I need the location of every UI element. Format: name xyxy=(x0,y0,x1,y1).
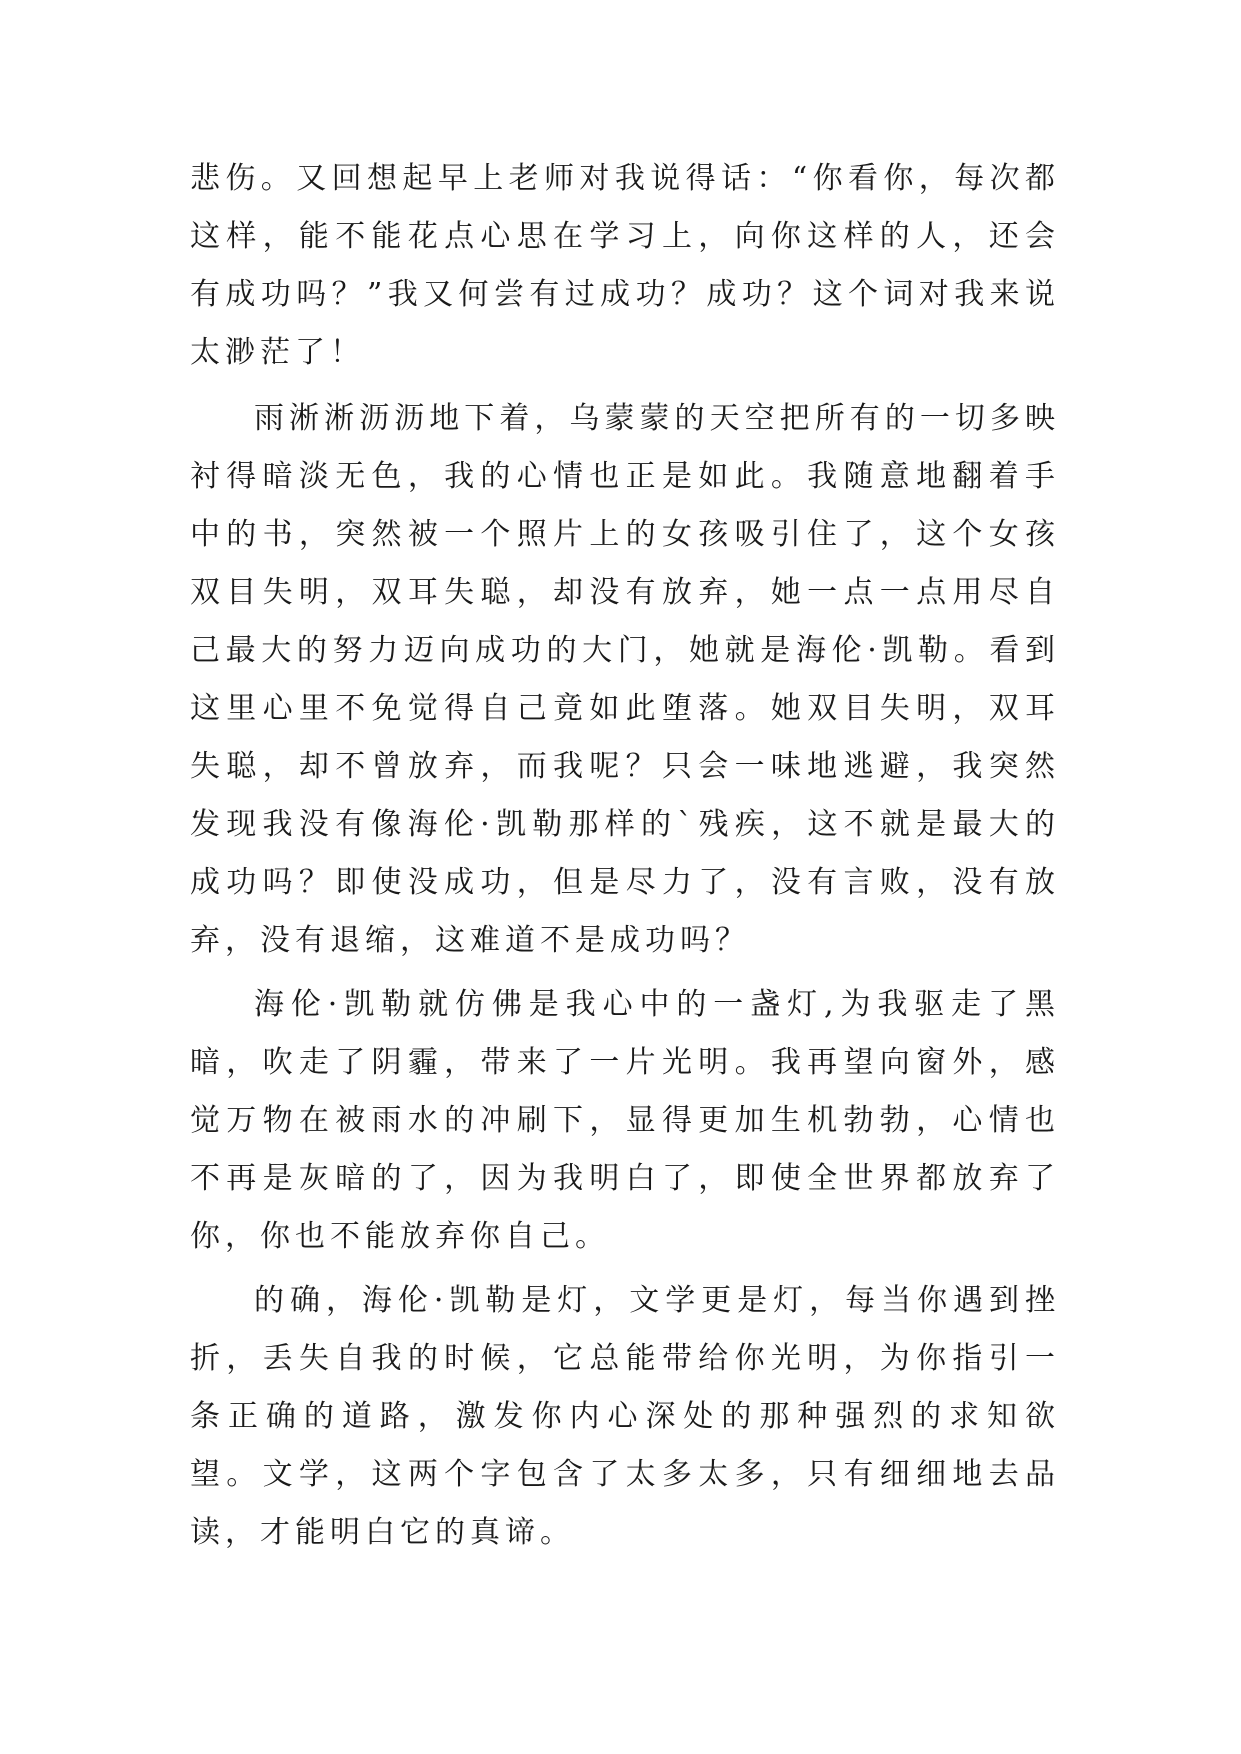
paragraph-2: 雨淅淅沥沥地下着，乌蒙蒙的天空把所有的一切多映衬得暗淡无色，我的心情也正是如此。我随意地翻着手中的书，突然被一个照片上的女孩吸引住了，这个女孩双目失明，双耳失聪，却没有放弃，她一点一点用尽自己最大的努力迈向成功的大门，她就是海伦·凯勒。看到这里心里不免觉得自己竟如此堕落。她双目失明，双耳失聪，却不曾放弃，而我呢？只会一味地逃避，我突然发现我没有像海伦·凯勒那样的`残疾，这不就是最大的成功吗？即使没成功，但是尽力了，没有言败，没有放弃，没有退缩，这难道不是成功吗？ xyxy=(190,401,1060,958)
paragraph-3: 海伦·凯勒就仿佛是我心中的一盏灯,为我驱走了黑暗，吹走了阴霾，带来了一片光明。我再望向窗外，感觉万物在被雨水的冲刷下，显得更加生机勃勃，心情也不再是灰暗的了，因为我明白了，即使全世界都放弃了你，你也不能放弃你自己。 xyxy=(190,987,1060,1254)
document-page xyxy=(190,150,1060,1568)
paragraph-4: 的确，海伦·凯勒是灯，文学更是灯，每当你遇到挫折，丢失自我的时候，它总能带给你光明，为你指引一条正确的道路，激发你内心深处的那种强烈的求知欲望。文学，这两个字包含了太多太多，只有细细地去品读，才能明白它的真谛。 xyxy=(190,1283,1060,1550)
paragraph-1: 悲伤。又回想起早上老师对我说得话：“你看你，每次都这样，能不能花点心思在学习上，向你这样的人，还会有成功吗？”我又何尝有过成功？成功？这个词对我来说太渺茫了！ xyxy=(190,161,1060,370)
